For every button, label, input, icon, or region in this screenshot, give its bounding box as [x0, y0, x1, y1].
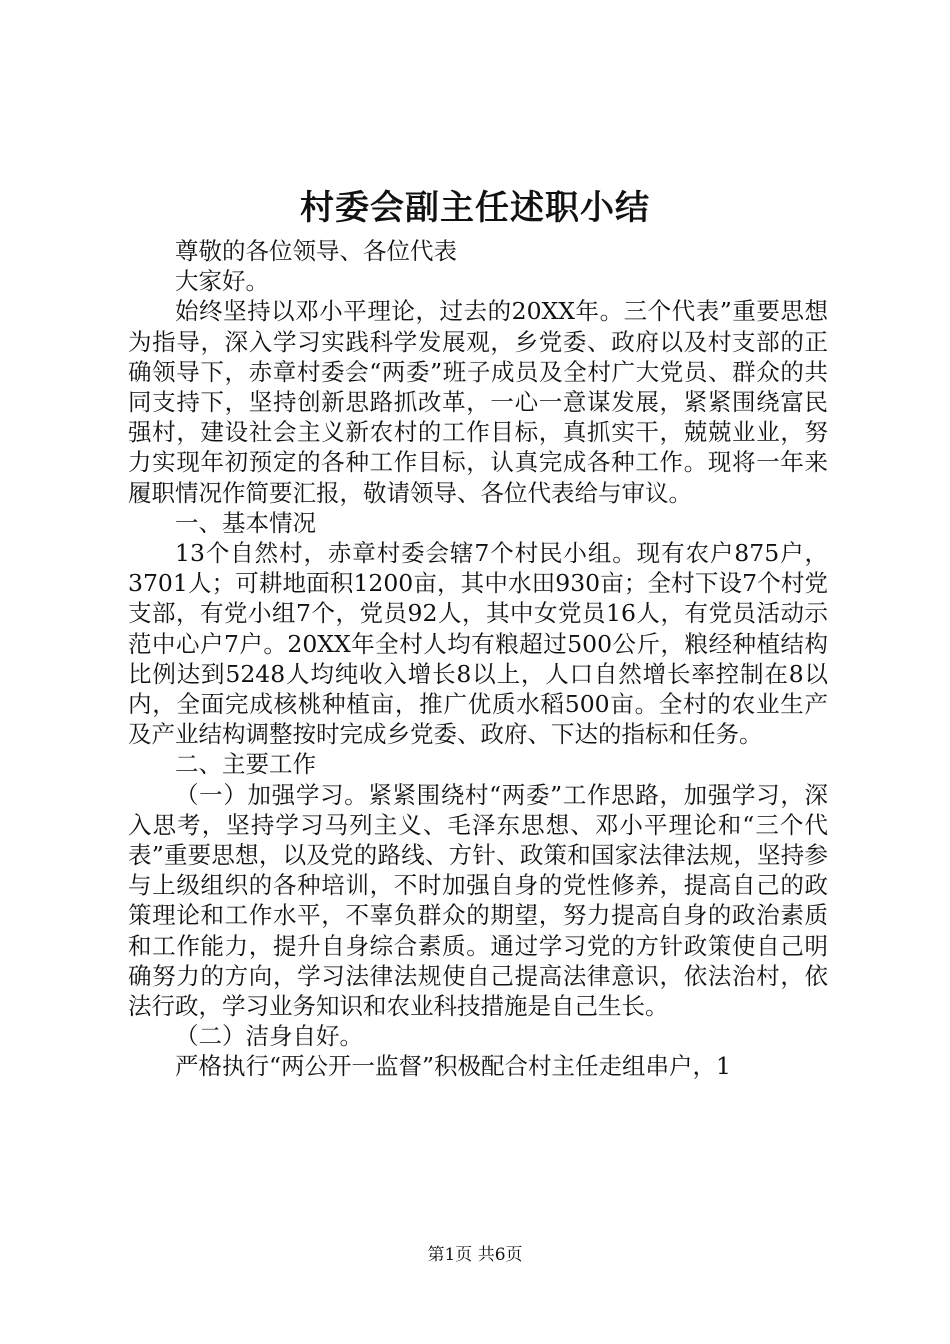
basic-info-paragraph: 13个自然村，赤章村委会辖7个村民小组。现有农户875户，3701人；可耕地面积1200亩，其中水田930亩；全村下设7个村党支部，有党小组7个，党员92人，其中女党员16人，有党员活动示范中心户7户。20XX年全村人均有粮超过500公斤，粮经种植结构比例达到5248人均纯收入增长8以上，人口自然增长率控制在8以内，全面完成核桃种植亩，推广优质水稻500亩。全村的农业生产及产业结构调整按时完成乡党委、政府、下达的指标和任务。: [128, 539, 828, 749]
page-indicator: 第1页 共6页: [427, 1245, 523, 1265]
greeting: 大家好。: [175, 267, 269, 296]
salutation: 尊敬的各位领导、各位代表: [175, 237, 457, 265]
section-heading-basic: 一、基本情况: [175, 508, 316, 537]
intro-paragraph: 始终坚持以邓小平理论，过去的20XX年。三个代表”重要思想为指导，深入学习实践科学发展观，乡党委、政府以及村支部的正确领导下，赤章村委会“两委”班子成员及全村广大党员、群众的共同支持下，坚持创新思路抓改革，一心一意谋发展，紧紧围绕富民强村，建设社会主义新农村的工作目标，真抓实干，兢兢业业，努力实现年初预定的各种工作目标，认真完成各种工作。现将一年来履职情况作简要汇报，敬请领导、各位代表给与审议。: [128, 297, 828, 507]
study-paragraph: （一）加强学习。紧紧围绕村“两委”工作思路，加强学习，深入思考，坚持学习马列主义、毛泽东思想、邓小平理论和“三个代表”重要思想，以及党的路线、方针、政策和国家法律法规，坚持参与上级组织的各种培训，不时加强自身的党性修养，提高自己的政策理论和工作水平，不辜负群众的期望，努力提高自身的政治素质和工作能力，提升自身综合素质。通过学习党的方针政策使自己明确努力的方向，学习法律法规使自己提高法律意识，依法治村，依法行政，学习业务知识和农业科技措施是自己生长。: [128, 780, 828, 1021]
subheading-integrity: （二）洁身自好。: [175, 1022, 363, 1051]
document-title: 村委会副主任述职小结: [300, 188, 650, 228]
section-heading-main-work: 二、主要工作: [175, 750, 316, 779]
integrity-paragraph: 严格执行“两公开一监督”积极配合村主任走组串户，1: [175, 1052, 731, 1081]
document-body: [128, 236, 828, 1082]
